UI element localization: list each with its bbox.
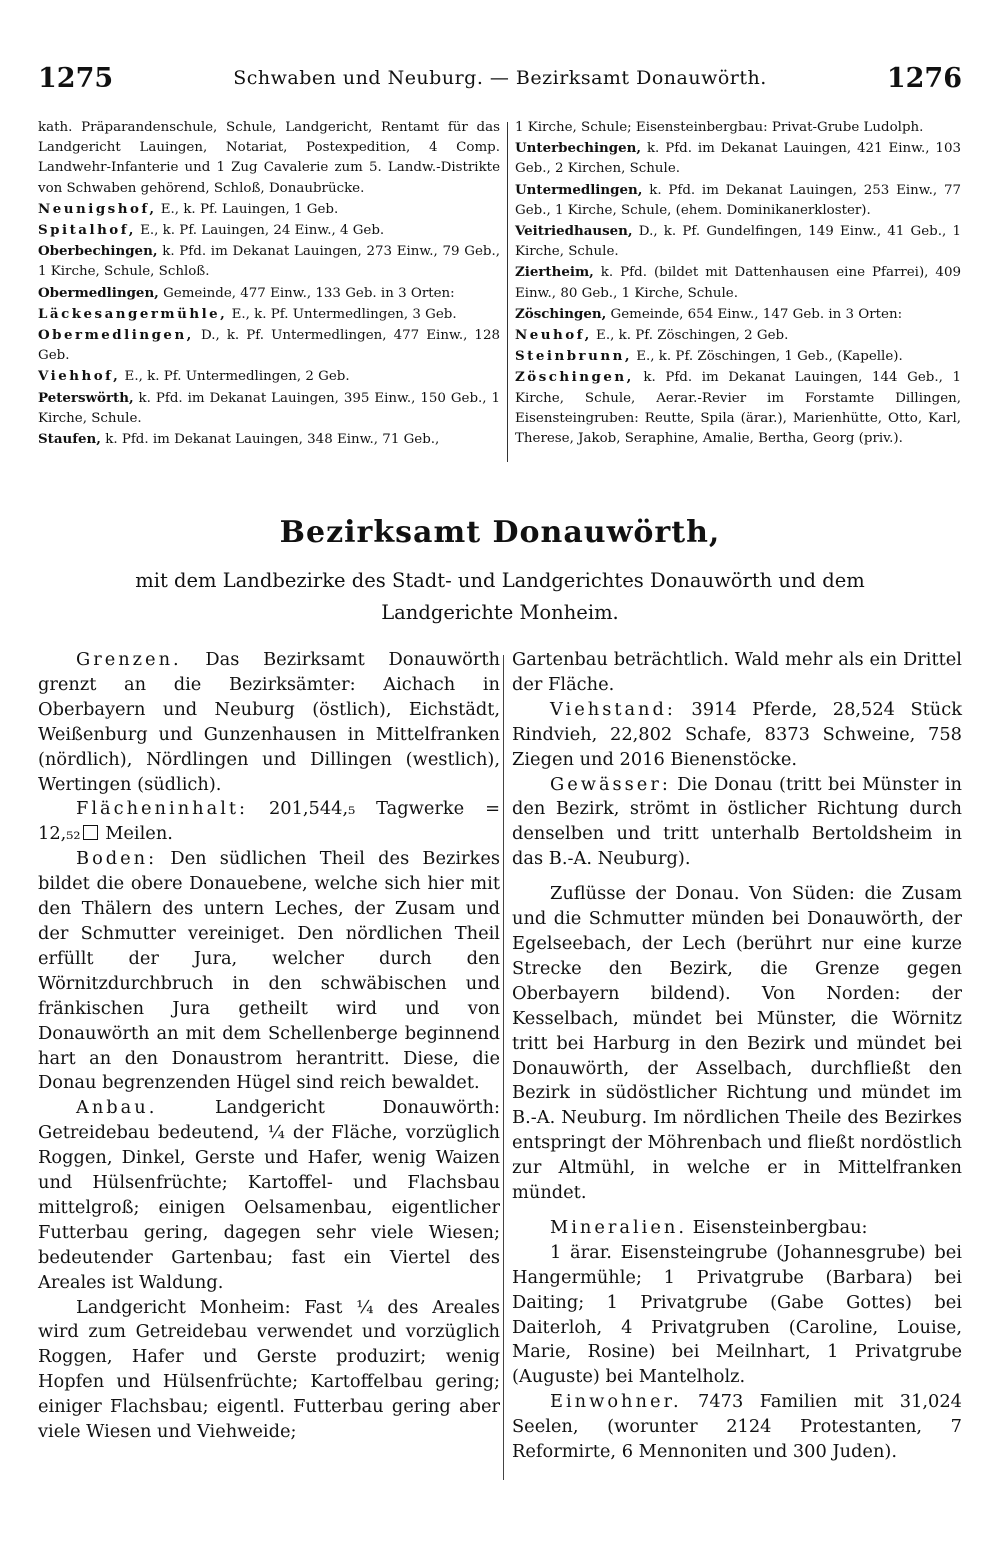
gazetteer-column-right (515, 118, 961, 449)
place-name: Unterbechingen, (515, 140, 642, 157)
place-name: Zöschingen, (515, 369, 634, 386)
gazetteer-entry (515, 325, 961, 346)
gazetteer-entry (515, 138, 961, 179)
paragraph (38, 648, 500, 797)
entry-text: E., k. Pf. Untermedlingen, 2 Geb. (120, 369, 350, 385)
paragraph-keyword: Viehstand: (550, 698, 676, 720)
entry-text: E., k. Pf. Zöschingen, 1 Geb., (Kapelle). (632, 349, 903, 365)
entry-text: k. Pfd. im Dekanat Lauingen, 144 Geb., 1 Kirche, Schule, Aerar.-Revier im Forstamte Dillingen, Eisensteingruben: Reutte, Spila (ärar.), Marienhütte, Otto, Karl, Therese, Jakob, Seraphine, Amalie, Bertha, Georg (priv.). (515, 370, 961, 447)
paragraph-keyword: Einwohner. (550, 1391, 682, 1413)
entry-text: D., k. Pf. Gundelfingen, 149 Einw., 41 Geb., 1 Kirche, Schule. (515, 224, 961, 260)
paragraph (38, 847, 500, 1096)
paragraph-keyword: Mineralien. (550, 1216, 687, 1238)
paragraph (38, 797, 500, 847)
gazetteer-entry (38, 220, 500, 241)
place-name: Viehhof, (38, 368, 121, 385)
paragraph (512, 882, 962, 1206)
section-subtitle: mit dem Landbezirke des Stadt- und Landgerichtes Donauwörth und dem Landgerichte Monheim. (135, 569, 865, 624)
page-number-right: 1276 (886, 62, 962, 94)
entry-text: k. Pfd. im Dekanat Lauingen, 273 Einw., 79 Geb., 1 Kirche, Schule, Schloß. (38, 244, 500, 280)
paragraph-text: Zuflüsse der Donau. Von Süden: die Zusam und die Schmutter münden bei Donauwörth, der Egelseebach, der Lech (berührt nur eine kurze Strecke den Bezirk, die Grenze gegen Oberbayern bildend). Von Norden: der Kesselbach, mündet bei Münster, die Wörnitz tritt bei Harburg in den Bezirk und mündet bei Donauwörth, der Asselbach, durchfließt den Bezirk in südöstlicher Richtung und mündet im B.-A. Neuburg. Im nördlichen Theile des Bezirkes entspringt der Möhrenbach und fließt nordöstlich zur Altmühl, in welche er in Mittelfranken mündet. (512, 883, 962, 1204)
place-name: Peterswörth, (38, 389, 134, 406)
gazetteer-entry (515, 180, 961, 221)
paragraph (512, 698, 962, 773)
running-title: Schwaben und Neuburg. — Bezirksamt Donauwörth. (233, 67, 767, 89)
place-name: Ziertheim, (515, 264, 594, 281)
entry-text: Gemeinde, 654 Einw., 147 Geb. in 3 Orten: (606, 306, 903, 322)
paragraph (512, 648, 962, 698)
entry-text: E., k. Pf. Untermedlingen, 3 Geb. (227, 306, 457, 322)
place-name: Veitriedhausen, (515, 223, 633, 240)
gazetteer-entry (515, 221, 961, 262)
gazetteer-entry (38, 283, 500, 304)
place-name: Neunigshof, (38, 200, 157, 217)
entry-text: k. Pfd. im Dekanat Lauingen, 395 Einw., 150 Geb., 1 Kirche, Schule. (38, 390, 500, 426)
paragraph-text: Eisensteinbergbau: (686, 1216, 868, 1238)
gazetteer-entry (38, 388, 500, 429)
place-name: Läckesangermühle, (38, 305, 228, 322)
paragraph (512, 1241, 962, 1390)
gazetteer-entry (515, 262, 961, 303)
paragraph (512, 773, 962, 873)
entry-text: kath. Präparandenschule, Schule, Landgericht, Rentamt für das Landgericht Lauingen, Notariat, Postexpedition, 4 Comp. Landwehr-Infanterie und 1 Zug Cavalerie zum 5. Landw.-Distrikte von Schwaben gehörend, Schloß, Donaubrücke. (38, 120, 500, 196)
place-name: Zöschingen, (515, 305, 607, 322)
entry-text: E., k. Pf. Lauingen, 1 Geb. (156, 201, 339, 217)
description-column-right (512, 648, 962, 1465)
paragraph (38, 1296, 500, 1445)
paragraph (512, 1216, 962, 1241)
paragraph-keyword: Flächeninhalt: (76, 798, 249, 820)
paragraph-text: Landgericht Monheim: Fast ¼ des Areales wird zum Getreidebau verwendet und vorzüglich Roggen, Hafer und Gerste produzirt; wenig Hopfen und Hülsenfrüchte; Kartoffelbau gering; einiger Flachsbau; eigentl. Futterbau gering aber viele Wiesen und Viehweide; (38, 1296, 500, 1443)
entry-text: k. Pfd. (bildet mit Dattenhausen eine Pfarrei), 409 Einw., 80 Geb., 1 Kirche, Schule. (515, 265, 961, 301)
gazetteer-entry (515, 346, 961, 367)
place-name: Obermedlingen, (38, 327, 194, 344)
gazetteer-entry (38, 304, 500, 325)
gazetteer-entry (38, 241, 500, 282)
paragraph-text: Landgericht Donauwörth: Getreidebau bedeutend, ¼ der Fläche, vorzüglich Roggen, Dinkel, Gerste und Hafer, wenig Waizen und Hülsenfrüchte; Kartoffel- und Flachsbau mittelgroß; einigen Oelsamenbau, eigentlicher Futterbau gering, dagegen sehr viele Wiesen; bedeutender Gartenbau; fast ein Viertel des Areales ist Waldung. (38, 1097, 500, 1293)
gazetteer-column-left (38, 118, 500, 450)
paragraph-text: Gartenbau beträchtlich. Wald mehr als ein Drittel der Fläche. (512, 649, 962, 695)
paragraph-text: Den südlichen Theil des Bezirkes bildet die obere Donauebene, welche sich hier mit den Thälern des untern Leches, der Zusam und der Schmutter vereiniget. Den nördlichen Theil erfüllt der Jura, welcher durch den Wörnitzdurchbruch in den schwäbischen und fränkischen Jura getheilt wird und von Donauwörth an mit dem Schellenberge beginnend hart an den Donaustrom herantritt. Diese, die Donau begrenzenden Hügel sind reich bewaldet. (38, 848, 500, 1094)
page-header (38, 58, 962, 98)
paragraph-suffix: Meilen. (99, 823, 173, 845)
place-name: Spitalhof, (38, 222, 136, 239)
entry-text: k. Pfd. im Dekanat Lauingen, 253 Einw., 77 Geb., 1 Kirche, Schule, (ehem. Dominikanerkloster). (515, 182, 961, 218)
entry-text: E., k. Pf. Zöschingen, 2 Geb. (591, 328, 789, 344)
place-name: Untermedlingen, (515, 181, 643, 198)
section-title: Bezirksamt Donauwörth, (279, 515, 721, 550)
place-name: Staufen, (38, 431, 101, 448)
place-name: Oberbechingen, (38, 243, 158, 260)
entry-text: 1 Kirche, Schule; Eisensteinbergbau: Privat-Grube Ludolph. (515, 120, 924, 135)
paragraph-keyword: Anbau. (76, 1097, 158, 1119)
gazetteer-entry (38, 429, 500, 450)
gazetteer-entry (38, 325, 500, 366)
entry-text: k. Pfd. im Dekanat Lauingen, 348 Einw., 71 Geb., (100, 432, 440, 448)
paragraph-keyword: Gewässer: (550, 773, 671, 795)
page-number-left: 1275 (38, 62, 114, 94)
place-name: Steinbrunn, (515, 348, 632, 365)
gazetteer-entry (515, 304, 961, 325)
place-name: Neuhof, (515, 327, 592, 344)
paragraph (512, 1390, 962, 1465)
paragraph-keyword: Boden: (76, 848, 158, 870)
paragraph-text: Die Donau (tritt bei Münster in den Bezirk, strömt in östlicher Richtung durch denselben und tritt unterhalb Bertoldsheim in das B.-A. Neuburg). (512, 773, 962, 870)
gazetteer-entry (38, 366, 500, 387)
entry-text: k. Pfd. im Dekanat Lauingen, 421 Einw., 103 Geb., 2 Kirchen, Schule. (515, 141, 961, 177)
column-divider (507, 122, 508, 462)
square-mile-symbol (83, 825, 98, 840)
entry-text: D., k. Pf. Untermedlingen, 477 Einw., 128 Geb. (38, 328, 500, 364)
paragraph (38, 1096, 500, 1295)
entry-text: E., k. Pf. Lauingen, 24 Einw., 4 Geb. (135, 223, 385, 239)
column-divider (503, 655, 504, 1480)
gazetteer-entry (515, 367, 961, 449)
entry-text: Gemeinde, 477 Einw., 133 Geb. in 3 Orten: (158, 285, 455, 301)
place-name: Obermedlingen, (38, 284, 159, 301)
paragraph-text: 1 ärar. Eisensteingrube (Johannesgrube) bei Hangermühle; 1 Privatgrube (Barbara) bei Daiting; 1 Privatgrube (Gabe Gottes) bei Daiterloh, 4 Privatgruben (Caroline, Louise, Marie, Rosine) bei Meilnhart, 1 Privatgrube (Auguste) bei Mantelholz. (512, 1241, 962, 1388)
gazetteer-entry (38, 199, 500, 220)
paragraph-text: 7473 Familien mit 31,024 Seelen, (worunter 2124 Protestanten, 7 Reformirte, 6 Mennoniten und 300 Juden). (512, 1391, 962, 1463)
description-column-left (38, 648, 500, 1445)
gazetteer-entry (38, 118, 500, 199)
paragraph-text: 201,544,₅ Tagwerke = 12,₅₂ (38, 798, 500, 845)
paragraph-text: 3914 Pferde, 28,524 Stück Rindvieh, 22,802 Schafe, 8373 Schweine, 758 Ziegen und 2016 Bienenstöcke. (512, 698, 962, 770)
paragraph-text: Das Bezirksamt Donauwörth grenzt an die Bezirksämter: Aichach in Oberbayern und Neuburg (östlich), Eichstädt, Weißenburg und Gunzenhausen in Mittelfranken (nördlich), Nördlingen und Dillingen (westlich), Wertingen (südlich). (38, 649, 500, 795)
paragraph-keyword: Grenzen. (76, 649, 182, 670)
gazetteer-entry (515, 118, 961, 138)
